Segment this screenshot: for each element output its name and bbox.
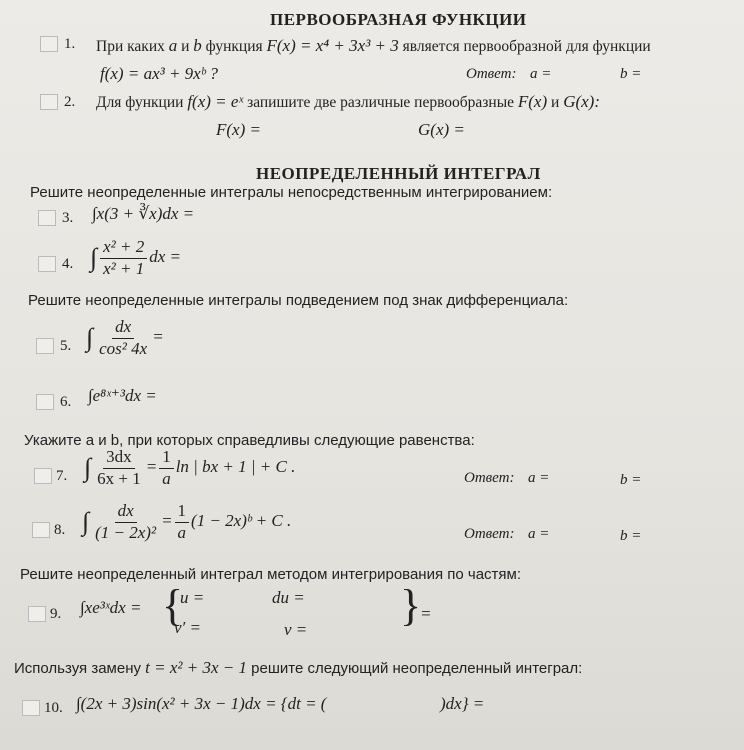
q1-number: 1. xyxy=(64,36,76,52)
q1-text-c: является первообразной для функции xyxy=(402,38,651,55)
checkbox-q6[interactable] xyxy=(36,394,54,410)
integral-sign: ∫ xyxy=(86,323,94,353)
integral-sign: ∫ xyxy=(82,507,90,537)
q4-expression xyxy=(90,238,181,278)
q9-right-brace: } xyxy=(400,581,422,630)
q2-text-a: Для функции xyxy=(96,94,184,111)
section-title-antiderivative: ПЕРВООБРАЗНАЯ ФУНКЦИИ xyxy=(270,10,527,29)
q8-rhs: (1 − 2x)ᵇ + C . xyxy=(191,511,292,531)
q8-number: 8. xyxy=(54,522,66,538)
q7-denominator: 6x + 1 xyxy=(97,468,141,488)
q9-number: 9. xyxy=(50,606,62,622)
section-title-indefinite-integral: НЕОПРЕДЕЛЕННЫЙ ИНТЕГРАЛ xyxy=(256,164,541,183)
q3-expression: ∫x(3 + ∛x)dx = xyxy=(92,204,195,223)
checkbox-q5[interactable] xyxy=(36,338,54,354)
q2-G-answer[interactable]: G(x) = xyxy=(418,120,465,139)
q1-question xyxy=(96,36,651,56)
q1-var-b: b xyxy=(193,36,202,55)
q7-answer-b[interactable]: b = xyxy=(620,472,642,488)
q9-vprime-field[interactable]: v′ = xyxy=(174,618,201,637)
q1-text-b: функция xyxy=(205,38,263,55)
q7-numerator: 3dx xyxy=(103,448,135,469)
q6-expression: ∫e⁸ˣ⁺³dx = xyxy=(88,386,157,405)
instruction-differential: Решите неопределенные интегралы подведением под знак дифференциала: xyxy=(28,292,569,309)
q5-tail: = xyxy=(152,327,164,347)
q7-answer-a[interactable]: a = xyxy=(528,470,550,486)
checkbox-q7[interactable] xyxy=(34,468,52,484)
checkbox-q3[interactable] xyxy=(38,210,56,226)
q10-number: 10. xyxy=(44,700,63,716)
q8-eq: = xyxy=(161,511,173,531)
q2-expression: f(x) = eˣ xyxy=(187,92,244,111)
q8-coef-numerator: 1 xyxy=(175,502,190,523)
q9-tail: = xyxy=(420,604,432,623)
checkbox-q2[interactable] xyxy=(40,94,58,110)
q5-expression xyxy=(86,318,164,358)
q7-number: 7. xyxy=(56,468,68,484)
q1-function: f(x) = ax³ + 9xᵇ ? xyxy=(100,64,219,83)
q5-number: 5. xyxy=(60,338,72,354)
q1-answer-a[interactable]: a = xyxy=(530,66,552,82)
integral-sign: ∫ xyxy=(84,453,92,483)
instruction-find-ab: Укажите a и b, при которых справедливы следующие равенства: xyxy=(24,432,475,449)
q2-question xyxy=(96,92,600,112)
q9-lhs: ∫xe³ˣdx = xyxy=(80,598,142,617)
checkbox-q9[interactable] xyxy=(28,606,46,622)
instruction-substitution xyxy=(14,658,582,678)
instr5-text-a: Используя замену xyxy=(14,660,141,677)
q10-tail: )dx} = xyxy=(440,694,485,713)
q3-number: 3. xyxy=(62,210,74,226)
q7-eq: = xyxy=(145,457,158,477)
q7-expression xyxy=(84,448,295,488)
q8-answer-label: Ответ: xyxy=(464,526,515,542)
q7-rhs: ln | bx + 1 | + C . xyxy=(175,457,296,477)
q4-tail: dx = xyxy=(149,247,182,267)
q1-expression: F(x) = x⁴ + 3x³ + 3 xyxy=(266,36,399,55)
q7-coef-numerator: 1 xyxy=(159,448,174,469)
q1-and: и xyxy=(181,38,190,55)
q4-numerator: x² + 2 xyxy=(100,238,147,259)
checkbox-q10[interactable] xyxy=(22,700,40,716)
q8-denominator: (1 − 2x)² xyxy=(95,522,157,542)
q4-number: 4. xyxy=(62,256,74,272)
checkbox-q1[interactable] xyxy=(40,36,58,52)
q1-answer-b[interactable]: b = xyxy=(620,66,642,82)
q7-coef-denominator: a xyxy=(162,468,171,488)
q2-and: и xyxy=(551,94,560,111)
q8-numerator: dx xyxy=(115,502,137,523)
q2-Gx: G(x): xyxy=(563,92,601,111)
q5-numerator: dx xyxy=(112,318,134,339)
q2-Fx: F(x) xyxy=(517,92,548,111)
q2-number: 2. xyxy=(64,94,76,110)
q7-answer-label: Ответ: xyxy=(464,470,515,486)
q1-var-a: a xyxy=(168,36,178,55)
instr5-text-b: решите следующий неопределенный интеграл: xyxy=(251,660,583,677)
q8-answer-a[interactable]: a = xyxy=(528,526,550,542)
q9-left-brace: { xyxy=(162,581,184,630)
q9-u-field[interactable]: u = xyxy=(180,588,205,607)
q8-expression xyxy=(82,502,291,542)
instr5-expression: t = x² + 3x − 1 xyxy=(145,658,247,677)
integral-sign: ∫ xyxy=(90,243,98,273)
q6-number: 6. xyxy=(60,394,72,410)
q1-answer-label: Ответ: xyxy=(466,66,517,82)
q1-text-a: При каких xyxy=(96,38,165,55)
checkbox-q4[interactable] xyxy=(38,256,56,272)
q8-answer-b[interactable]: b = xyxy=(620,528,642,544)
instruction-direct: Решите неопределенные интегралы непосредственным интегрированием: xyxy=(30,184,553,201)
q2-F-answer[interactable]: F(x) = xyxy=(216,120,261,139)
q8-coef-denominator: a xyxy=(177,522,187,542)
q10-expression: ∫(2x + 3)sin(x² + 3x − 1)dx = {dt = ( xyxy=(76,694,327,713)
checkbox-q8[interactable] xyxy=(32,522,50,538)
q5-denominator: cos² 4x xyxy=(99,338,148,358)
q2-text-b: запишите две различные первообразные xyxy=(247,94,515,111)
q9-v-field[interactable]: v = xyxy=(284,620,308,639)
q9-du-field[interactable]: du = xyxy=(272,588,305,607)
q4-denominator: x² + 1 xyxy=(103,258,145,278)
instruction-by-parts: Решите неопределенный интеграл методом интегрирования по частям: xyxy=(20,566,522,583)
